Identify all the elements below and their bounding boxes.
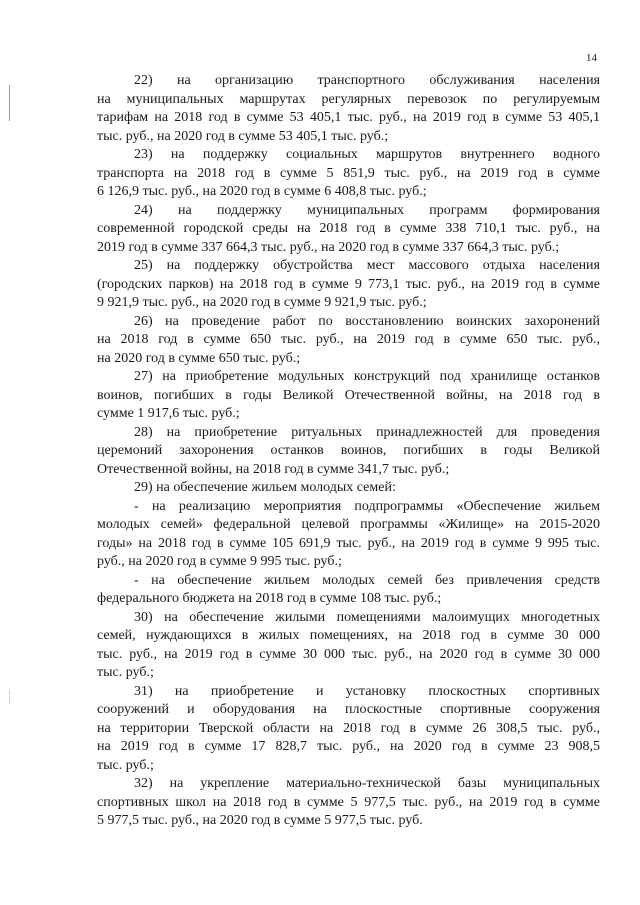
- margin-mark: [9, 690, 10, 704]
- page-number: 14: [586, 52, 597, 64]
- paragraph-p32: [97, 775, 600, 831]
- paragraph-p29b: [97, 572, 600, 609]
- text-line: 32) на укрепление материально-технической базы муниципальных: [134, 776, 600, 791]
- text-line: воинов, погибших в годы Великой Отечественной войны, на 2018 год в: [97, 387, 600, 403]
- text-line: 28) на приобретение ритуальных принадлежностей для проведения: [134, 424, 600, 440]
- text-line: транспорта на 2018 год в сумме 5 851,9 тыс. руб., на 2019 год в сумме: [97, 165, 600, 181]
- text-line: 5 977,5 тыс. руб., на 2020 год в сумме 5 977,5 тыс. руб.: [97, 813, 423, 828]
- text-line: сооружений и оборудования на плоскостные спортивные сооружения: [97, 702, 600, 717]
- text-line: 24) на поддержку муниципальных программ формирования: [134, 202, 600, 218]
- text-line: 9 921,9 тыс. руб., на 2020 год в сумме 9 921,9 тыс. руб.;: [97, 295, 427, 310]
- text-line: на территории Тверской области на 2018 год в сумме 26 308,5 тыс. руб.,: [97, 720, 600, 736]
- text-line: на муниципальных маршрутах регулярных перевозок по регулируемым: [97, 91, 600, 107]
- text-line: руб., на 2020 год в сумме 9 995 тыс. руб.;: [97, 554, 342, 569]
- paragraph-p27: [97, 368, 600, 424]
- paragraph-p22: [97, 72, 600, 146]
- text-line: федерального бюджета на 2018 год в сумме 108 тыс. руб.;: [97, 591, 442, 606]
- text-line: 23) на поддержку социальных маршрутов внутреннего водного: [134, 147, 600, 162]
- text-line: на 2019 год в сумме 17 828,7 тыс. руб., на 2020 год в сумме 23 908,5: [97, 739, 600, 754]
- paragraph-p28: [97, 424, 600, 480]
- paragraph-p30: [97, 609, 600, 683]
- text-line: современной городской среды на 2018 год в сумме 338 710,1 тыс. руб., на: [97, 221, 600, 236]
- text-line: 26) на проведение работ по восстановлению воинских захоронений: [134, 313, 600, 329]
- text-line: тарифам на 2018 год в сумме 53 405,1 тыс. руб., на 2019 год в сумме 53 405,1: [97, 110, 600, 125]
- text-line: на 2020 год в сумме 650 тыс. руб.;: [97, 350, 301, 366]
- text-line: семей, нуждающихся в жилых помещениях, на 2018 год в сумме 30 000: [97, 628, 600, 643]
- text-line: молодых семей» федеральной целевой программы «Жилище» на 2015-2020: [97, 517, 600, 532]
- text-line: 31) на приобретение и установку плоскостных спортивных: [134, 683, 600, 699]
- paragraph-p31: [97, 683, 600, 776]
- text-line: годы» на 2018 год в сумме 105 691,9 тыс. руб., на 2019 год в сумме 9 995 тыс.: [97, 535, 600, 551]
- document-body: [97, 72, 600, 831]
- text-line: сумме 1 917,6 тыс. руб.;: [97, 406, 240, 421]
- margin-mark: [9, 85, 10, 121]
- text-line: тыс. руб.;: [97, 757, 154, 773]
- paragraph-p29a: [97, 498, 600, 572]
- paragraph-p25: [97, 257, 600, 313]
- text-line: Отечественной войны, на 2018 год в сумме 341,7 тыс. руб.;: [97, 461, 450, 477]
- text-line: 30) на обеспечение жилыми помещениями малоимущих многодетных: [134, 609, 600, 625]
- text-line: на 2018 год в сумме 650 тыс. руб., на 2019 год в сумме 650 тыс. руб.,: [97, 332, 600, 347]
- paragraph-p29: [97, 479, 600, 498]
- text-line: 22) на организацию транспортного обслуживания населения: [134, 73, 600, 88]
- text-line: 29) на обеспечение жильем молодых семей:: [134, 480, 396, 495]
- paragraph-p23: [97, 146, 600, 202]
- text-line: (городских парков) на 2018 год в сумме 9 773,1 тыс. руб., на 2019 год в сумме: [97, 276, 600, 292]
- text-line: 2019 год в сумме 337 664,3 тыс. руб., на 2020 год в сумме 337 664,3 тыс. руб.;: [97, 239, 560, 255]
- text-line: 6 126,9 тыс. руб., на 2020 год в сумме 6 408,8 тыс. руб.;: [97, 184, 427, 199]
- text-line: - на обеспечение жильем молодых семей без привлечения средств: [134, 572, 600, 588]
- text-line: 25) на поддержку обустройства мест массового отдыха населения: [134, 258, 600, 273]
- text-line: - на реализацию мероприятия подпрограммы «Обеспечение жильем: [134, 498, 600, 514]
- paragraph-p26: [97, 313, 600, 369]
- paragraph-p24: [97, 202, 600, 258]
- text-line: спортивных школ на 2018 год в сумме 5 977,5 тыс. руб., на 2019 год в сумме: [97, 794, 600, 810]
- text-line: тыс. руб., на 2019 год в сумме 30 000 тыс. руб., на 2020 год в сумме 30 000: [97, 646, 600, 662]
- text-line: тыс. руб.;: [97, 665, 154, 680]
- text-line: 27) на приобретение модульных конструкций под хранилище останков: [134, 369, 600, 384]
- text-line: тыс. руб., на 2020 год в сумме 53 405,1 тыс. руб.;: [97, 128, 389, 144]
- text-line: церемоний захоронения останков воинов, погибших в годы Великой: [97, 443, 600, 458]
